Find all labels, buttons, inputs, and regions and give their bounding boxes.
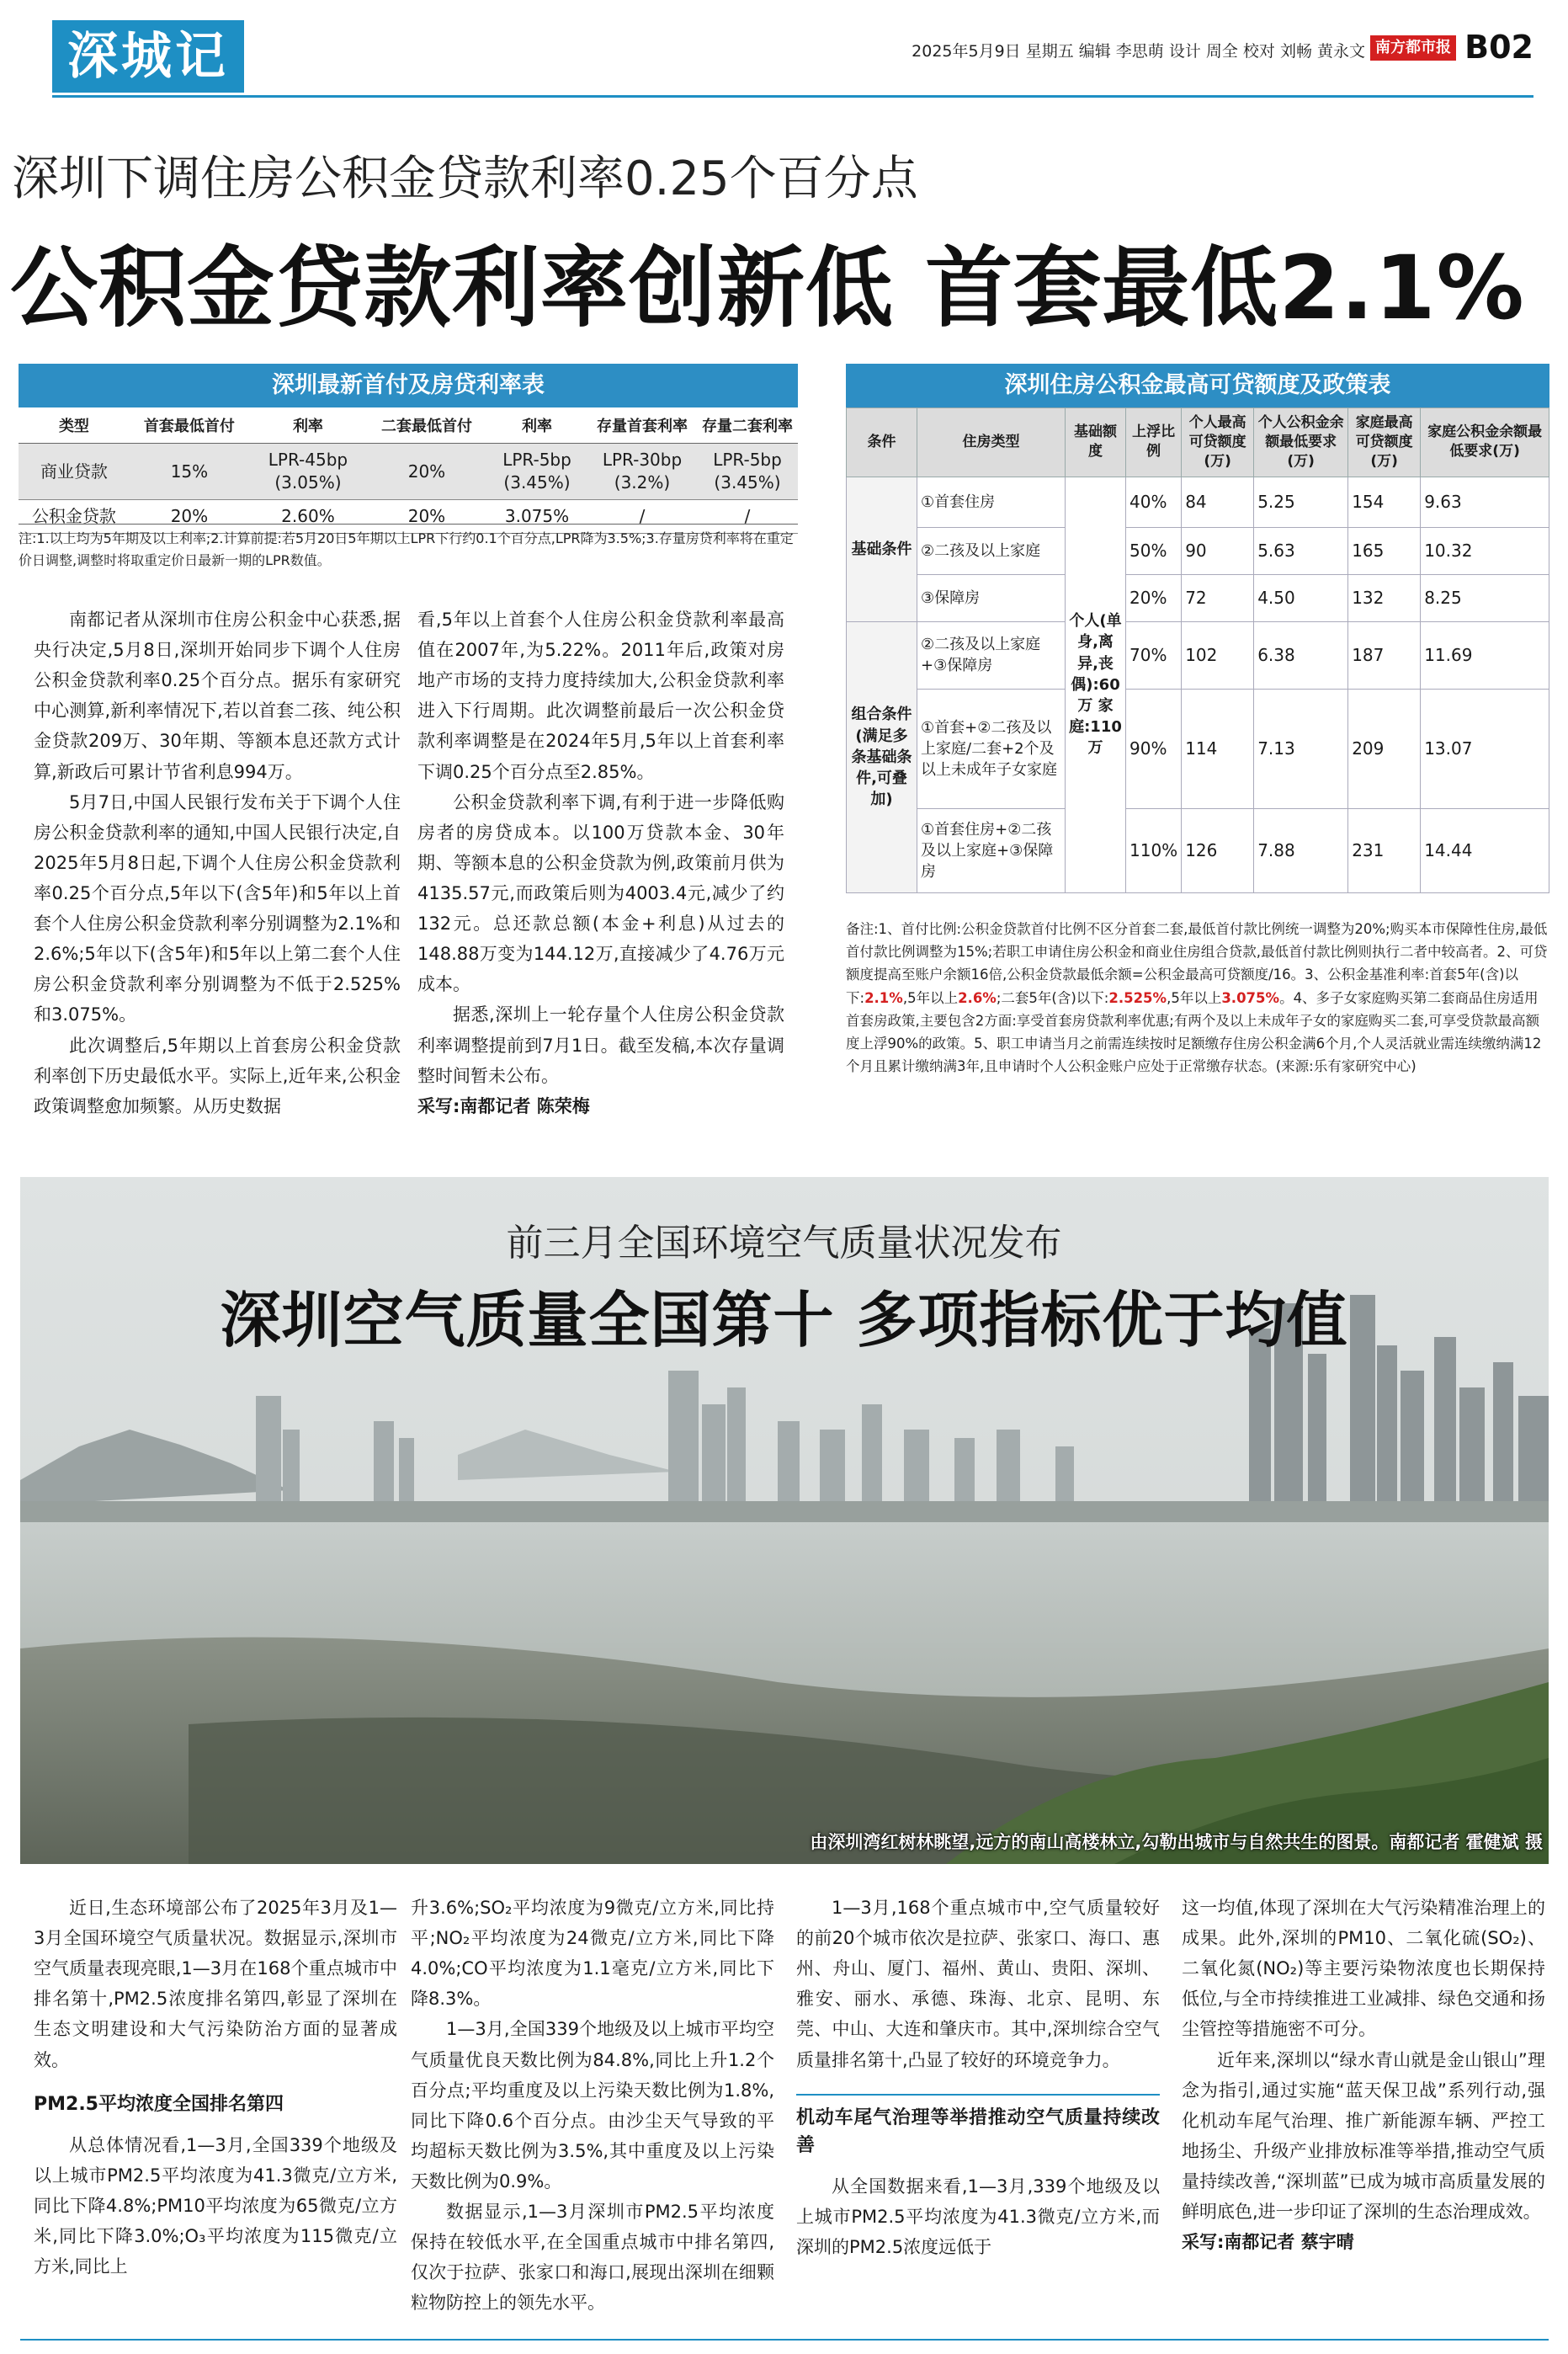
paragraph: 从总体情况看,1—3月,全国339个地级及以上城市PM2.5平均浓度为41.3微克/立方米,同比下降4.8%;PM10平均浓度为65微克/立方米,同比下降3.0%;O₃平均浓度为115微克/立方米,同比上 xyxy=(34,2134,397,2277)
paragraph: 南都记者从深圳市住房公积金中心获悉,据央行决定,5月8日,深圳开始同步下调个人住房公积金贷款利率0.25个百分点。据乐有家研究中心测算,新利率情况下,若以首套二孩、纯公积金贷款209万、30年期、等额本息还款方式计算,新政后可累计节省利息994万。 xyxy=(34,610,401,782)
table-cell: 2.60% xyxy=(249,500,367,534)
table-cell: 187 xyxy=(1348,621,1421,689)
note-text: ,5年以上 xyxy=(1167,989,1222,1006)
column-header: 个人公积金余额最低要求(万) xyxy=(1254,408,1348,477)
section-title: 深城记 xyxy=(52,20,244,93)
table-header-row xyxy=(847,408,1549,477)
table-cell: 13.07 xyxy=(1421,689,1549,808)
table-cell: 126 xyxy=(1182,808,1254,892)
paragraph: 升3.6%;SO₂平均浓度为9微克/立方米,同比持平;NO₂平均浓度为24微克/立方米,同比下降4.0%;CO平均浓度为1.1毫克/立方米,同比下降8.3%。 xyxy=(411,1898,774,2010)
table-cell: ①首套+②二孩及以上家庭/二套+2个及以上未成年子女家庭 xyxy=(917,689,1066,808)
table-row xyxy=(847,574,1549,621)
table-cell: 231 xyxy=(1348,808,1421,892)
paragraph: 此次调整后,5年期以上首套房公积金贷款利率创下历史最低水平。实际上,近年来,公积金政策调整愈加频繁。从历史数据 xyxy=(34,1035,401,1116)
rate-highlight: 3.075% xyxy=(1221,989,1280,1006)
table-cell: 20% xyxy=(367,444,486,500)
column-header: 二套最低首付 xyxy=(367,407,486,444)
byline: 采写:南都记者 蔡宇晴 xyxy=(1182,2232,1354,2253)
paragraph: 5月7日,中国人民银行发布关于下调个人住房公积金贷款利率的通知,中国人民银行决定,自2025年5月8日起,下调个人住房公积金贷款利率0.25个百分点,5年以下(含5年)和5年以上首套个人住房公积金贷款利率分别调整为2.1%和2.6%;5年以下(含5年)和5年以上第二套个人住房公积金贷款利率分别调整为不低于2.525%和3.075%。 xyxy=(34,791,401,1025)
mortgage-rate-table xyxy=(19,364,798,534)
table-row xyxy=(847,527,1549,574)
base-quota-cell: 个人(单身,离异,丧偶):60万 家庭:110万 xyxy=(1066,477,1126,892)
table-cell: / xyxy=(587,500,697,534)
story2-column-3 xyxy=(796,1893,1160,2262)
table-row xyxy=(847,621,1549,689)
table-cell: 商业贷款 xyxy=(19,444,130,500)
table-cell: 7.13 xyxy=(1254,689,1348,808)
rate-highlight: 2.6% xyxy=(958,989,997,1006)
table-title: 深圳最新首付及房贷利率表 xyxy=(19,364,798,407)
rate-highlight: 2.525% xyxy=(1108,989,1167,1006)
column-header: 家庭最高可贷额度(万) xyxy=(1348,408,1421,477)
story1-column-1 xyxy=(34,604,401,1121)
table-cell: 84 xyxy=(1182,477,1254,527)
table-cell: 14.44 xyxy=(1421,808,1549,892)
story2-headline: 深圳空气质量全国第十 多项指标优于均值 xyxy=(220,1285,1348,1355)
byline: 采写:南都记者 陈荣梅 xyxy=(417,1095,590,1116)
table-cell: ②二孩及以上家庭 xyxy=(917,527,1066,574)
paragraph: 1—3月,全国339个地级及以上城市平均空气质量优良天数比例为84.8%,同比上升1.2个百分点;平均重度及以上污染天数比例为1.8%,同比下降0.6个百分点。由沙尘天气导致的平均超标天数比例为3.5%,其中重度及以上污染天数比例为0.9%。 xyxy=(411,2019,774,2192)
table-cell: LPR-45bp (3.05%) xyxy=(249,444,367,500)
column-header: 住房类型 xyxy=(917,408,1066,477)
table-cell: 9.63 xyxy=(1421,477,1549,527)
table-cell: 90 xyxy=(1182,527,1254,574)
table-row xyxy=(19,444,798,500)
table-cell: 11.69 xyxy=(1421,621,1549,689)
column-header: 家庭公积金余额最低要求(万) xyxy=(1421,408,1549,477)
table-cell: 154 xyxy=(1348,477,1421,527)
story2-kicker: 前三月全国环境空气质量状况发布 xyxy=(506,1222,1062,1265)
table-cell: LPR-5bp (3.45%) xyxy=(486,444,587,500)
table-cell: 114 xyxy=(1182,689,1254,808)
table-cell: LPR-30bp (3.2%) xyxy=(587,444,697,500)
table-cell: ②二孩及以上家庭+③保障房 xyxy=(917,621,1066,689)
masthead xyxy=(52,20,1533,98)
column-header: 利率 xyxy=(249,407,367,444)
table-cell: 209 xyxy=(1348,689,1421,808)
paragraph: 数据显示,1—3月深圳市PM2.5平均浓度保持在较低水平,在全国重点城市中排名第四,仅次于拉萨、张家口和海口,展现出深圳在细颗粒物防控上的领先水平。 xyxy=(411,2202,774,2314)
story1-kicker: 深圳下调住房公积金贷款利率0.25个百分点 xyxy=(12,152,918,206)
column-header: 类型 xyxy=(19,407,130,444)
paper-logo xyxy=(1370,35,1456,61)
paragraph: 这一均值,体现了深圳在大气污染精准治理上的成果。此外,深圳的PM10、二氧化硫(SO₂)、二氧化氮(NO₂)等主要污染物浓度也长期保持低位,与全市持续推进工业减排、绿色交通和扬尘管控等措施密不可分。 xyxy=(1182,1898,1545,2040)
column-header: 首套最低首付 xyxy=(130,407,249,444)
table-cell: 公积金贷款 xyxy=(19,500,130,534)
table-row xyxy=(847,477,1549,527)
story2-column-1 xyxy=(34,1893,397,2282)
paragraph: 从全国数据来看,1—3月,339个地级及以上城市PM2.5平均浓度为41.3微克/立方米,而深圳的PM2.5浓度远低于 xyxy=(796,2176,1160,2257)
column-header: 条件 xyxy=(847,408,917,477)
paragraph: 近年来,深圳以“绿水青山就是金山银山”理念为指引,通过实施“蓝天保卫战”系列行动,强化机动车尾气治理、推广新能源车辆、严控工地扬尘、升级产业排放标准等举措,推动空气质量持续改善,“深圳蓝”已成为城市高质量发展的鲜明底色,进一步印证了深圳的生态治理成效。 xyxy=(1182,2049,1545,2223)
table-cell: ③保障房 xyxy=(917,574,1066,621)
table1-note: 注:1.以上均为5年期及以上利率;2.计算前提:若5月20日5年期以上LPR下行约0.1个百分点,LPR降为3.5%;3.存量房贷利率将在重定价日调整,调整时将取重定价日最新一期的LPR数值。 xyxy=(19,524,798,573)
table-cell: ①首套住房+②二孩及以上家庭+③保障房 xyxy=(917,808,1066,892)
paragraph: 看,5年以上首套个人住房公积金贷款利率最高值在2007年,为5.22%。2011年后,政策对房地产市场的支持力度持续加大,公积金贷款利率进入下行周期。此次调整前最后一次公积金贷款利率调整是在2024年5月,5年以上首套利率下调0.25个百分点至2.85%。 xyxy=(417,610,784,782)
table-cell: 132 xyxy=(1348,574,1421,621)
rate-table xyxy=(19,407,798,534)
column-header: 上浮比例 xyxy=(1126,408,1182,477)
note-text: ,5年以上 xyxy=(902,989,959,1006)
table-cell: 10.32 xyxy=(1421,527,1549,574)
table-cell: 4.50 xyxy=(1254,574,1348,621)
column-header: 基础额度 xyxy=(1066,408,1126,477)
table-cell: 3.075% xyxy=(486,500,587,534)
table-cell: 70% xyxy=(1126,621,1182,689)
paragraph: 据悉,深圳上一轮存量个人住房公积金贷款利率调整提前到7月1日。截至发稿,本次存量调整时间暂未公布。 xyxy=(417,1004,784,1086)
table-cell: 165 xyxy=(1348,527,1421,574)
table-row xyxy=(847,808,1549,892)
story1-column-2 xyxy=(417,604,784,1121)
table-cell: 6.38 xyxy=(1254,621,1348,689)
note-text: 。4、多子女家庭购买第二套商品住房适用首套房政策,主要包含2方面:享受首套房贷款利率优惠;有两个及以上未成年子女的家庭购买二套,可享受贷款最高额度上浮90%的政策。5、职工申请当月之前需连续按时足额缴存住房公积金满6个月,个人灵活就业需连续缴纳满12个月且累计缴纳满3年,且申请时个人公积金账户应处于正常缴存状态。(来源:乐有家研究中心) xyxy=(846,989,1542,1075)
table-cell: 102 xyxy=(1182,621,1254,689)
table-row xyxy=(847,689,1549,808)
paragraph: 公积金贷款利率下调,有利于进一步降低购房者的房贷成本。以100万贷款本金、30年期、等额本息的公积金贷款为例,政策前月供为4135.57元,而政策后则为4003.4元,减少了约132元。总还款总额(本金+利息)从过去的148.88万变为144.12万,直接减少了4.76万元成本。 xyxy=(417,791,784,995)
note-text: 备注:1、首付比例:公积金贷款首付比例不区分首套二套,最低首付款比例统一调整为20%;购买本市保障性住房,最低首付款比例调整为15%;若职工申请住房公积金和商业住房组合贷款,最低首付款比例则执行二者中较高者。2、可贷额度提高至账户余额16倍,公积金贷款最低余额=公积金最高可贷额度/16。3、公积金基准利率:首套5年(含)以下: xyxy=(846,921,1548,1006)
photo-caption: 由深圳湾红树林眺望,远方的南山高楼林立,勾勒出城市与自然共生的图景。南都记者 霍健斌 摄 xyxy=(810,1832,1543,1852)
subheading: 机动车尾气治理等举措推动空气质量持续改善 xyxy=(796,2094,1160,2160)
table-cell: 5.63 xyxy=(1254,527,1348,574)
table-cell: ①首套住房 xyxy=(917,477,1066,527)
column-header: 存量首套利率 xyxy=(587,407,697,444)
table-cell: 110% xyxy=(1126,808,1182,892)
group-label: 组合条件(满足多条基础条件,可叠加) xyxy=(847,621,917,892)
story1-headline: 公积金贷款利率创新低 首套最低2.1% xyxy=(10,237,1525,339)
table-cell: 20% xyxy=(1126,574,1182,621)
column-header: 利率 xyxy=(486,407,587,444)
table-cell: / xyxy=(697,500,798,534)
table-cell: 15% xyxy=(130,444,249,500)
table-header-row xyxy=(19,407,798,444)
paragraph: 1—3月,168个重点城市中,空气质量较好的前20个城市依次是拉萨、张家口、海口、惠州、舟山、厦门、福州、黄山、贵阳、深圳、雅安、丽水、承德、珠海、北京、昆明、东莞、中山、大连和肇庆市。其中,深圳综合空气质量排名第十,凸显了较好的环境竞争力。 xyxy=(796,1898,1160,2070)
table-cell: 7.88 xyxy=(1254,808,1348,892)
housing-fund-table xyxy=(846,364,1549,893)
page-number: B02 xyxy=(1464,29,1533,66)
table-cell: 40% xyxy=(1126,477,1182,527)
rate-highlight: 2.1% xyxy=(864,989,903,1006)
table-cell: 72 xyxy=(1182,574,1254,621)
note-text: ;二套5年(含)以下: xyxy=(996,989,1109,1006)
table-cell: 20% xyxy=(130,500,249,534)
table-cell: 5.25 xyxy=(1254,477,1348,527)
table-cell: LPR-5bp (3.45%) xyxy=(697,444,798,500)
story2-column-4 xyxy=(1182,1893,1545,2257)
table-title: 深圳住房公积金最高可贷额度及政策表 xyxy=(846,364,1549,407)
column-header: 个人最高可贷额度(万) xyxy=(1182,408,1254,477)
subheading: PM2.5平均浓度全国排名第四 xyxy=(34,2093,284,2115)
paragraph: 近日,生态环境部公布了2025年3月及1—3月全国环境空气质量状况。数据显示,深圳市空气质量表现亮眼,1—3月在168个重点城市中排名第十,PM2.5浓度排名第四,彰显了深圳在生态文明建设和大气污染防治方面的显著成效。 xyxy=(34,1898,397,2070)
bottom-rule xyxy=(20,2339,1549,2341)
column-header: 存量二套利率 xyxy=(697,407,798,444)
dateline: 2025年5月9日 星期五 编辑 李思萌 设计 周全 校对 刘畅 黄永文 xyxy=(912,42,1365,61)
table-cell: 20% xyxy=(367,500,486,534)
table-cell: 8.25 xyxy=(1421,574,1549,621)
table-cell: 50% xyxy=(1126,527,1182,574)
story2-column-2 xyxy=(411,1893,774,2319)
group-label: 基础条件 xyxy=(847,477,917,621)
quota-table xyxy=(846,407,1549,893)
paper-logo-text: 南方都市报 xyxy=(1375,39,1451,56)
table-cell: 90% xyxy=(1126,689,1182,808)
table2-note xyxy=(846,918,1549,1078)
